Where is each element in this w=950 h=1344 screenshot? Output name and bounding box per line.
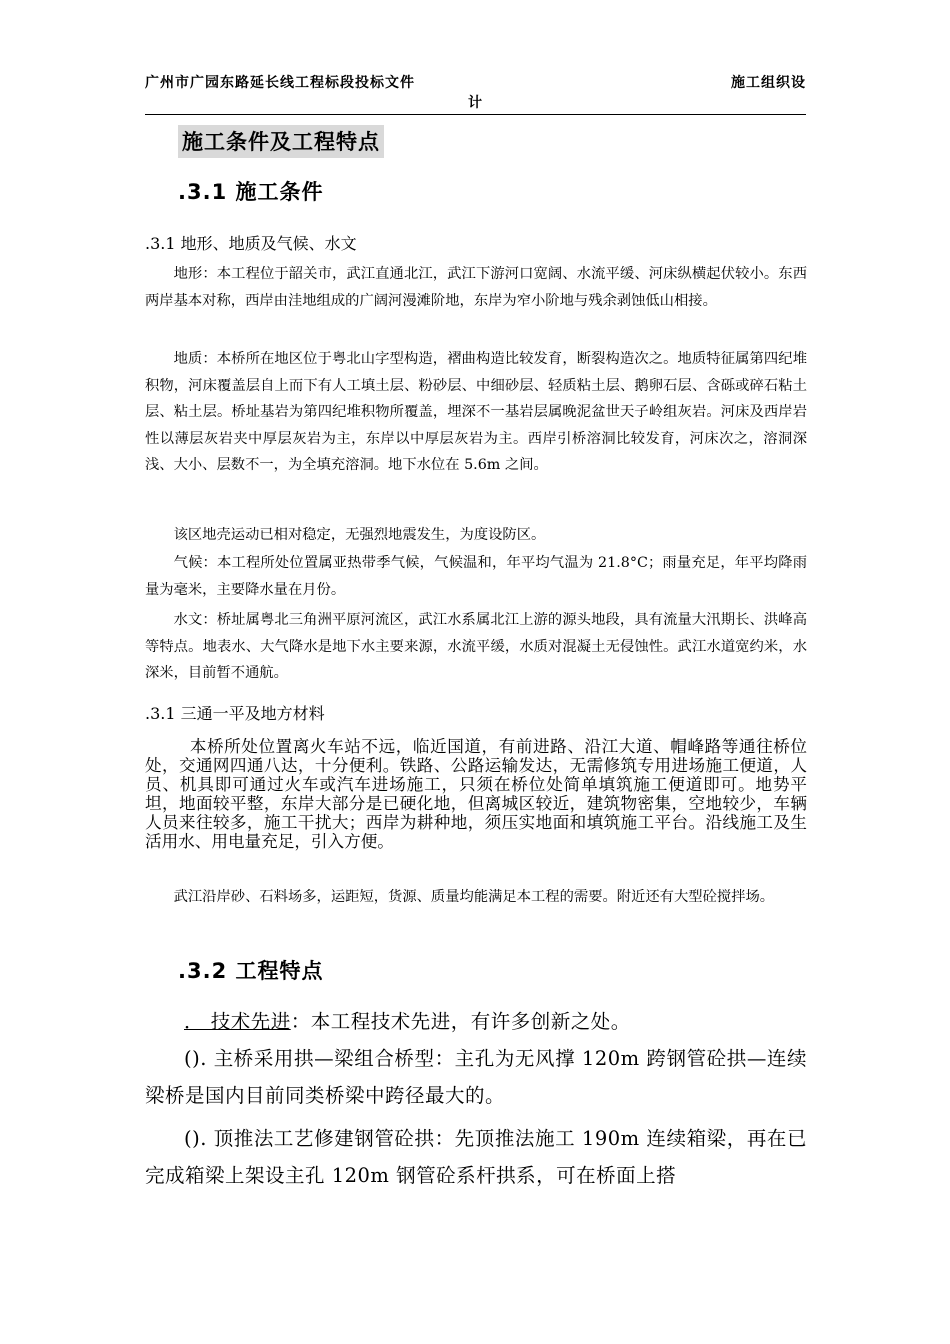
header-section-name: 施工组织设	[731, 75, 806, 91]
paragraph-transport: 本桥所处位置离火车站不远，临近国道，有前进路、沿江大道、帽峰路等通往桥位处，交通网四通八达，十分便利。铁路、公路运输发达，无需修筑专用进场施工便道，人员、机具即可通过火车或汽车进场施工，只须在桥位处简单填筑施工便道即可。地势平坦，地面较平整，东岸大部分是已硬化地，但离城区较近，建筑物密集，空地较少，车辆人员来往较多，施工干扰大；西岸为耕种地，须压实地面和填筑施工平台。沿线施工及生活用水、用电量充足，引入方便。	[145, 737, 807, 851]
subheading-site-materials: .3.1 三通一平及地方材料	[145, 704, 325, 723]
paragraph-materials: 武江沿岸砂、石料场多，运距短，货源、质量均能满足本工程的需要。附近还有大型砼搅拌场。	[173, 889, 775, 905]
heading-3-1: .3.1 施工条件	[178, 180, 324, 204]
paragraph-seismic: 该区地壳运动已相对稳定，无强烈地震发生，为度设防区。	[173, 527, 546, 543]
paragraph-hydrology: 水文：桥址属粤北三角洲平原河流区，武江水系属北江上游的源头地段，具有流量大汛期长、洪峰高等特点。地表水、大气降水是地下水主要来源，水流平缓，水质对混凝土无侵蚀性。武江水道宽约米，水深米，目前暂不通航。	[145, 612, 807, 681]
header-document-title: 广州市广园东路延长线工程标段投标文件	[145, 75, 415, 91]
header-section-name-continued: 计	[468, 95, 483, 111]
subheading-terrain-geology: .3.1 地形、地质及气候、水文	[145, 234, 357, 253]
heading-3-2: .3.2 工程特点	[178, 959, 324, 983]
paragraph-climate: 气候：本工程所处位置属亚热带季气候，气候温和，年平均气温为 21.8°C；雨量充足，年平均降雨量为毫米，主要降水量在月份。	[145, 555, 807, 598]
paragraph-item-1: (). 主桥采用拱—梁组合桥型：主孔为无风撑 120m 跨钢管砼拱—连续梁桥是国内目前同类桥梁中跨径最大的。	[145, 1047, 807, 1107]
paragraph-tech-advanced	[145, 1003, 807, 1040]
section-title: 施工条件及工程特点	[178, 125, 384, 158]
tech-advanced-label: ． 技术先进	[184, 1010, 291, 1033]
page-header	[145, 70, 806, 115]
tech-advanced-text: ：本工程技术先进，有许多创新之处。	[290, 1010, 631, 1033]
paragraph-geology: 地质：本桥所在地区位于粤北山字型构造，褶曲构造比较发育，断裂构造次之。地质特征属第四纪堆积物，河床覆盖层自上而下有人工填土层、粉砂层、中细砂层、轻质粘土层、鹅卵石层、含砾或碎石粘土层、粘土层。桥址基岩为第四纪堆积物所覆盖，埋深不一基岩层属晚泥盆世天子岭组灰岩。河床及西岸岩性以薄层灰岩夹中厚层灰岩为主，东岸以中厚层灰岩为主。西岸引桥溶洞比较发育，河床次之，溶洞深浅、大小、层数不一，为全填充溶洞。地下水位在 5.6m 之间。	[145, 351, 807, 473]
paragraph-item-2: (). 顶推法工艺修建钢管砼拱：先顶推法施工 190m 连续箱梁，再在已完成箱梁上架设主孔 120m 钢管砼系杆拱系，可在桥面上搭	[145, 1127, 807, 1187]
paragraph-terrain: 地形：本工程位于韶关市，武江直通北江，武江下游河口宽阔、水流平缓、河床纵横起伏较小。东西两岸基本对称，西岸由洼地组成的广阔河漫滩阶地，东岸为窄小阶地与残余剥蚀低山相接。	[145, 266, 807, 309]
